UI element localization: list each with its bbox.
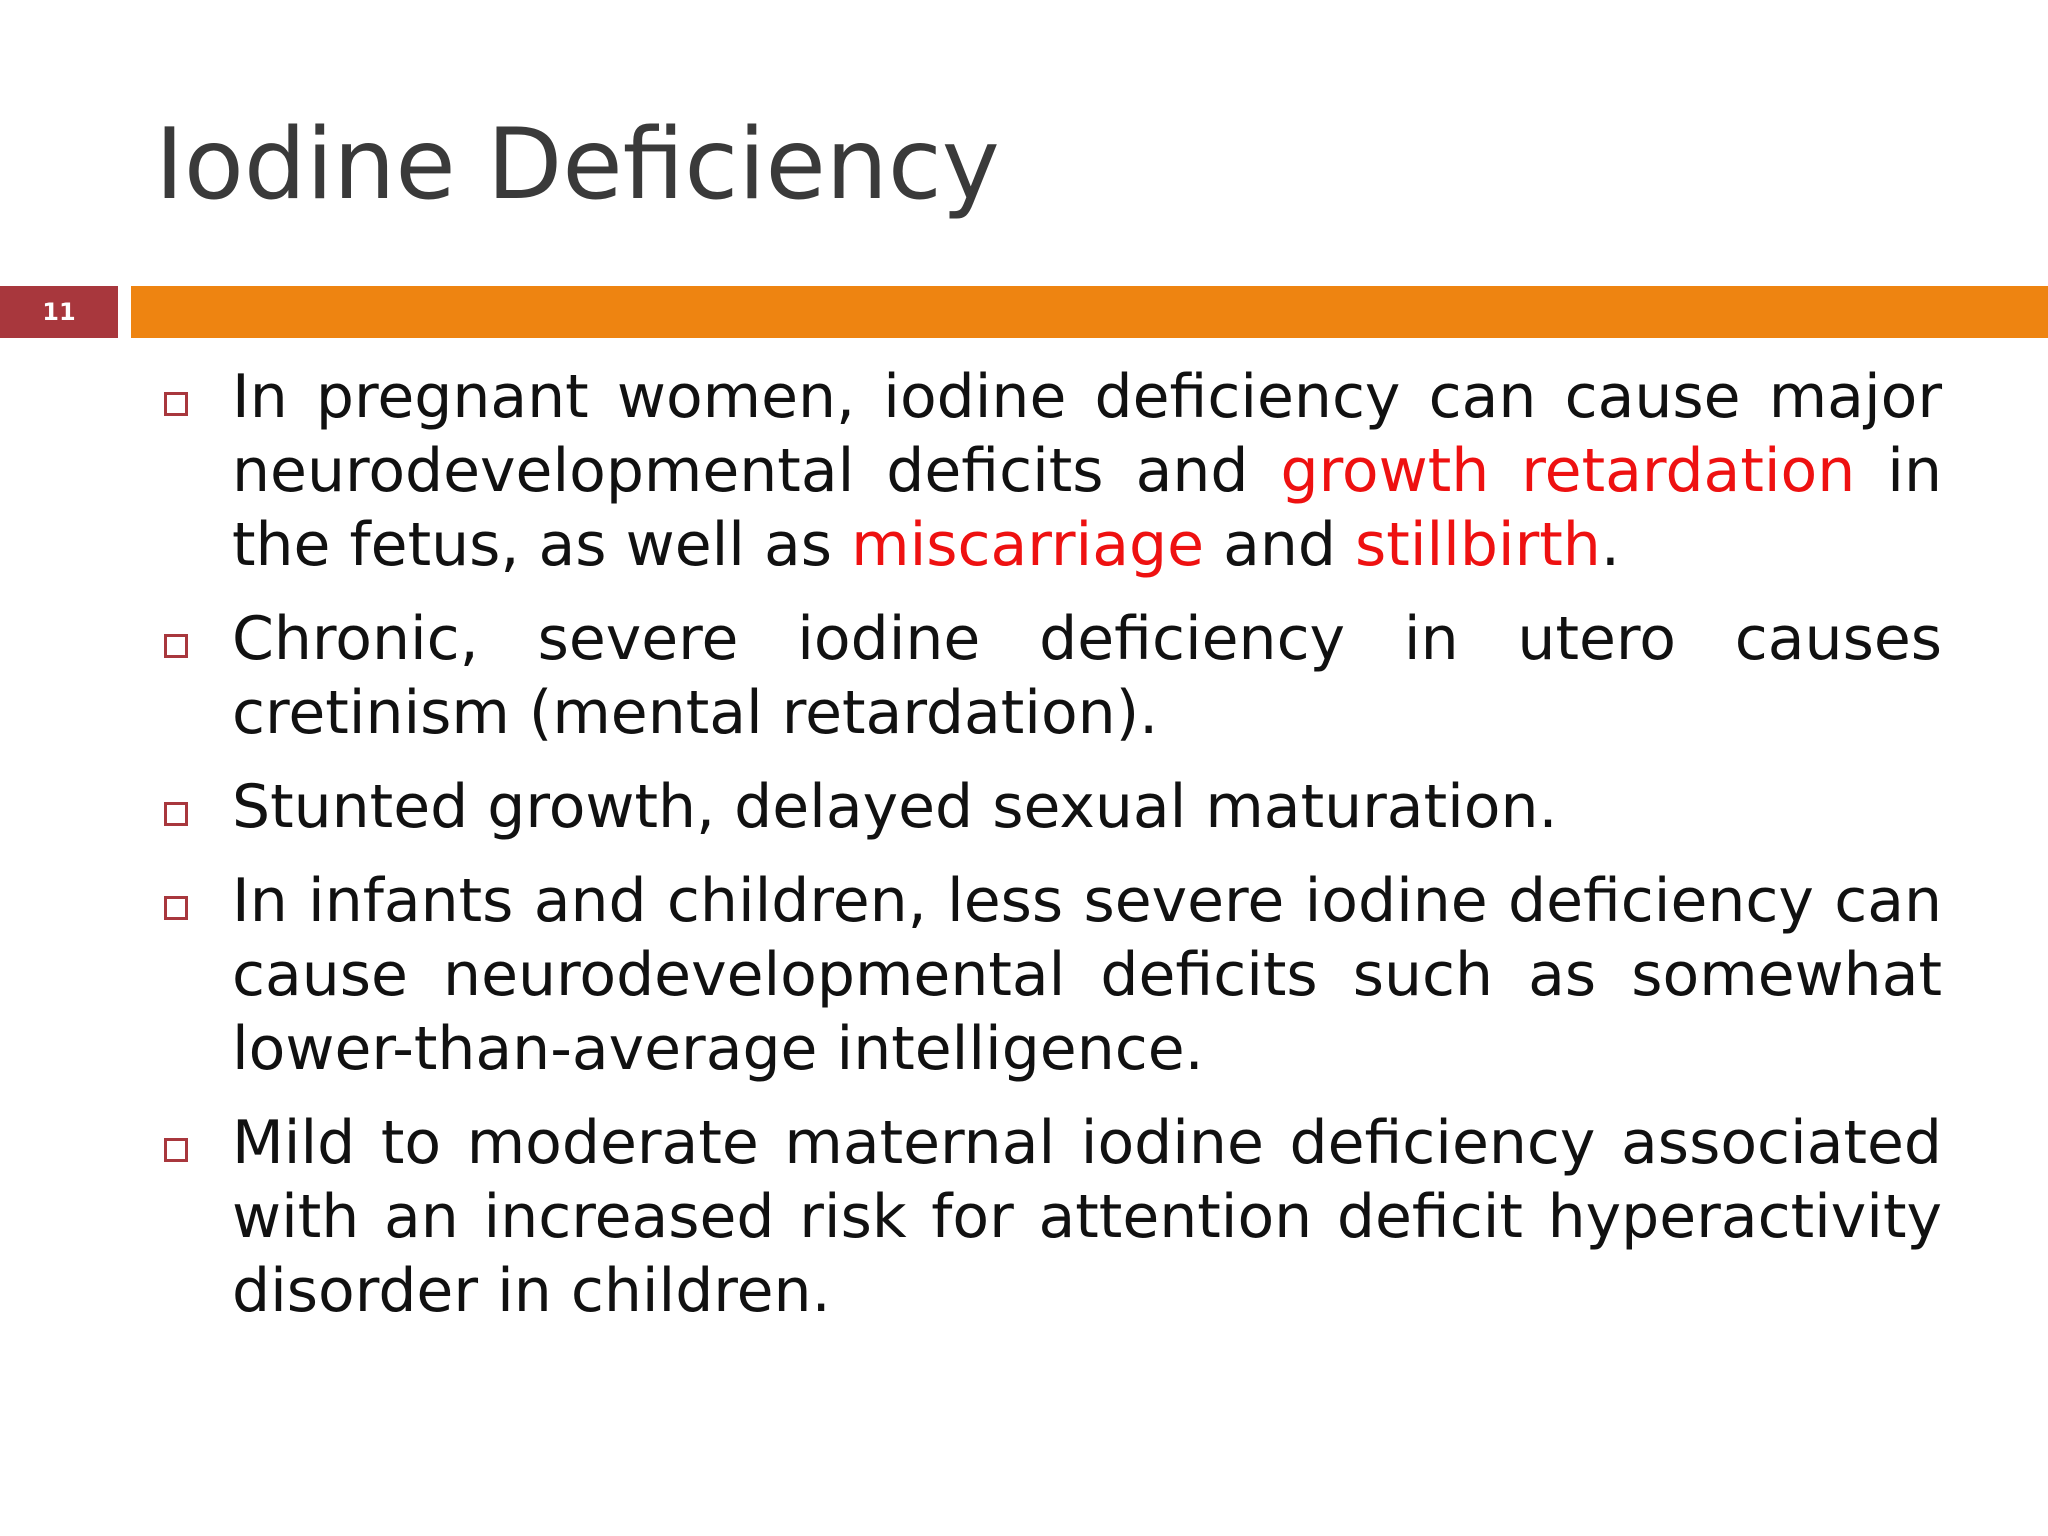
- highlight-text: miscarriage: [851, 510, 1204, 580]
- bullet-item-3: [160, 770, 1942, 844]
- square-bullet-icon: [164, 392, 188, 416]
- square-bullet-icon: [164, 1138, 188, 1162]
- bullet-text: In pregnant women, iodine deficiency can cause major neurodevelopmental deficits and: [232, 362, 1942, 506]
- square-bullet-icon: [164, 634, 188, 658]
- bullet-list: [160, 360, 1942, 1348]
- accent-bar: [131, 286, 2048, 338]
- square-bullet-icon: [164, 896, 188, 920]
- bullet-item-1: [160, 360, 1942, 582]
- bullet-text: .: [1600, 510, 1620, 580]
- bullet-text: In infants and children, less severe iodine deficiency can cause neurodevelopmental deficits such as somewhat lower-than-average intelligence.: [232, 866, 1942, 1084]
- highlight-text: stillbirth: [1355, 510, 1601, 580]
- square-bullet-icon: [164, 802, 188, 826]
- bullet-text: Chronic, severe iodine deficiency in utero causes cretinism (mental retardation).: [232, 604, 1942, 748]
- slide-title: Iodine Deficiency: [155, 108, 1000, 222]
- bullet-text: Mild to moderate maternal iodine deficiency associated with an increased risk for attention deficit hyperactivity disorder in children.: [232, 1108, 1942, 1326]
- slide-number-badge: [0, 286, 118, 338]
- bullet-item-2: [160, 602, 1942, 750]
- bullet-text: Stunted growth, delayed sexual maturation.: [232, 772, 1558, 842]
- highlight-text: growth retardation: [1280, 436, 1856, 506]
- bullet-item-5: [160, 1106, 1942, 1328]
- bullet-text: in the fetus, as well as: [232, 436, 1942, 580]
- slide-number: 11: [42, 298, 76, 326]
- bullet-item-4: [160, 864, 1942, 1086]
- bullet-text: and: [1204, 510, 1356, 580]
